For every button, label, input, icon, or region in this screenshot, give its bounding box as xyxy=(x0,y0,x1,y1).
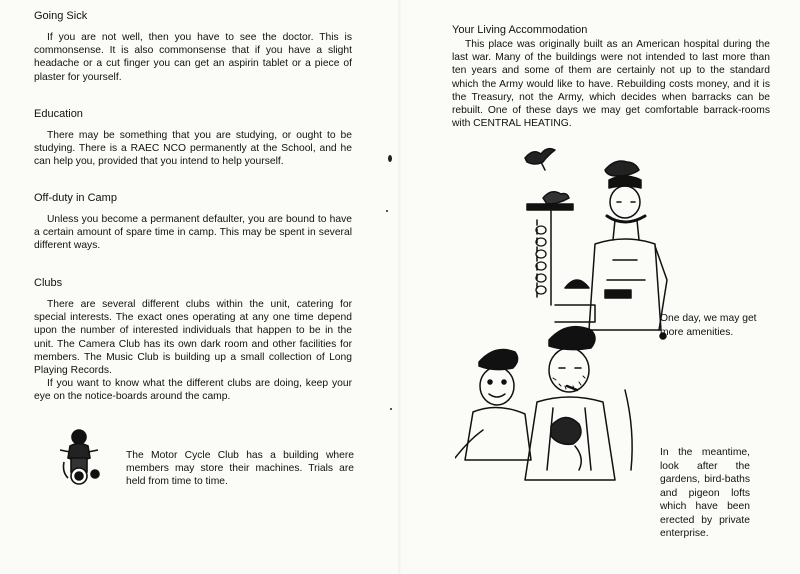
paragraph-going-sick: If you are not well, then you have to see the doctor. This is commonsense. It is also commonsense that if you have a slight headache or a cut finger you can get an aspirin tablet or a piece of plaster for yourself. xyxy=(34,32,352,83)
section-clubs xyxy=(34,277,352,404)
scan-speck xyxy=(388,155,392,162)
heading-clubs: Clubs xyxy=(34,277,63,289)
paragraph-motor-cycle-club: The Motor Cycle Club has a building where members may store their machines. Trials are held from time to time. xyxy=(126,450,354,488)
heading-education: Education xyxy=(34,108,83,120)
paragraph-off-duty: Unless you become a permanent defaulter, you are bound to have a certain amount of spare time in camp. This may be spent in several different ways. xyxy=(34,214,352,252)
scan-speck xyxy=(390,408,392,410)
section-going-sick xyxy=(34,10,352,84)
motorcycle-icon xyxy=(56,428,102,486)
heading-living-accommodation: Your Living Accommodation xyxy=(452,24,588,36)
scan-speck xyxy=(386,210,388,212)
paragraph-clubs-2: If you want to know what the different clubs are doing, keep your eye on the notice-boards around the camp. xyxy=(34,378,352,403)
heading-going-sick: Going Sick xyxy=(34,10,88,22)
section-education xyxy=(34,108,352,169)
heading-off-duty: Off-duty in Camp xyxy=(34,192,117,204)
caption-meantime: In the meantime, look after the gardens, bird-baths and pigeon lofts which have been erected by private enterprise. xyxy=(660,447,750,539)
section-off-duty xyxy=(34,192,352,253)
paragraph-living-accommodation: This place was originally built as an American hospital during the last war. Many of the buildings were not intended to last more than ten years and some of them are certainly not up to the standard which the Army would like to have. Rebuilding costs money, and it is the Treasury, not the Army, which decides when barracks can be rebuilt. One of these days we may get comfortable barrack-rooms with CENTRAL HEATING. xyxy=(452,39,770,130)
right-page xyxy=(400,0,800,574)
soldiers-with-pigeons-drawing xyxy=(455,140,695,570)
paragraph-education: There may be something that you are studying, or ought to be studying. There is a RAEC NCO permanently at the School, and he can help you, provided that you intend to help yourself. xyxy=(34,130,352,168)
caption-amenities: One day, we may get more amenities. xyxy=(660,313,757,338)
paragraph-clubs-1: There are several different clubs within the unit, catering for special interests. The exact ones operating at any one time depend upon the number of interested individuals that happen to be in the unit. The Camera Club has its own dark room and other facilities for members. The Music Club is building up a small collection of Long Playing Records. xyxy=(34,299,352,377)
